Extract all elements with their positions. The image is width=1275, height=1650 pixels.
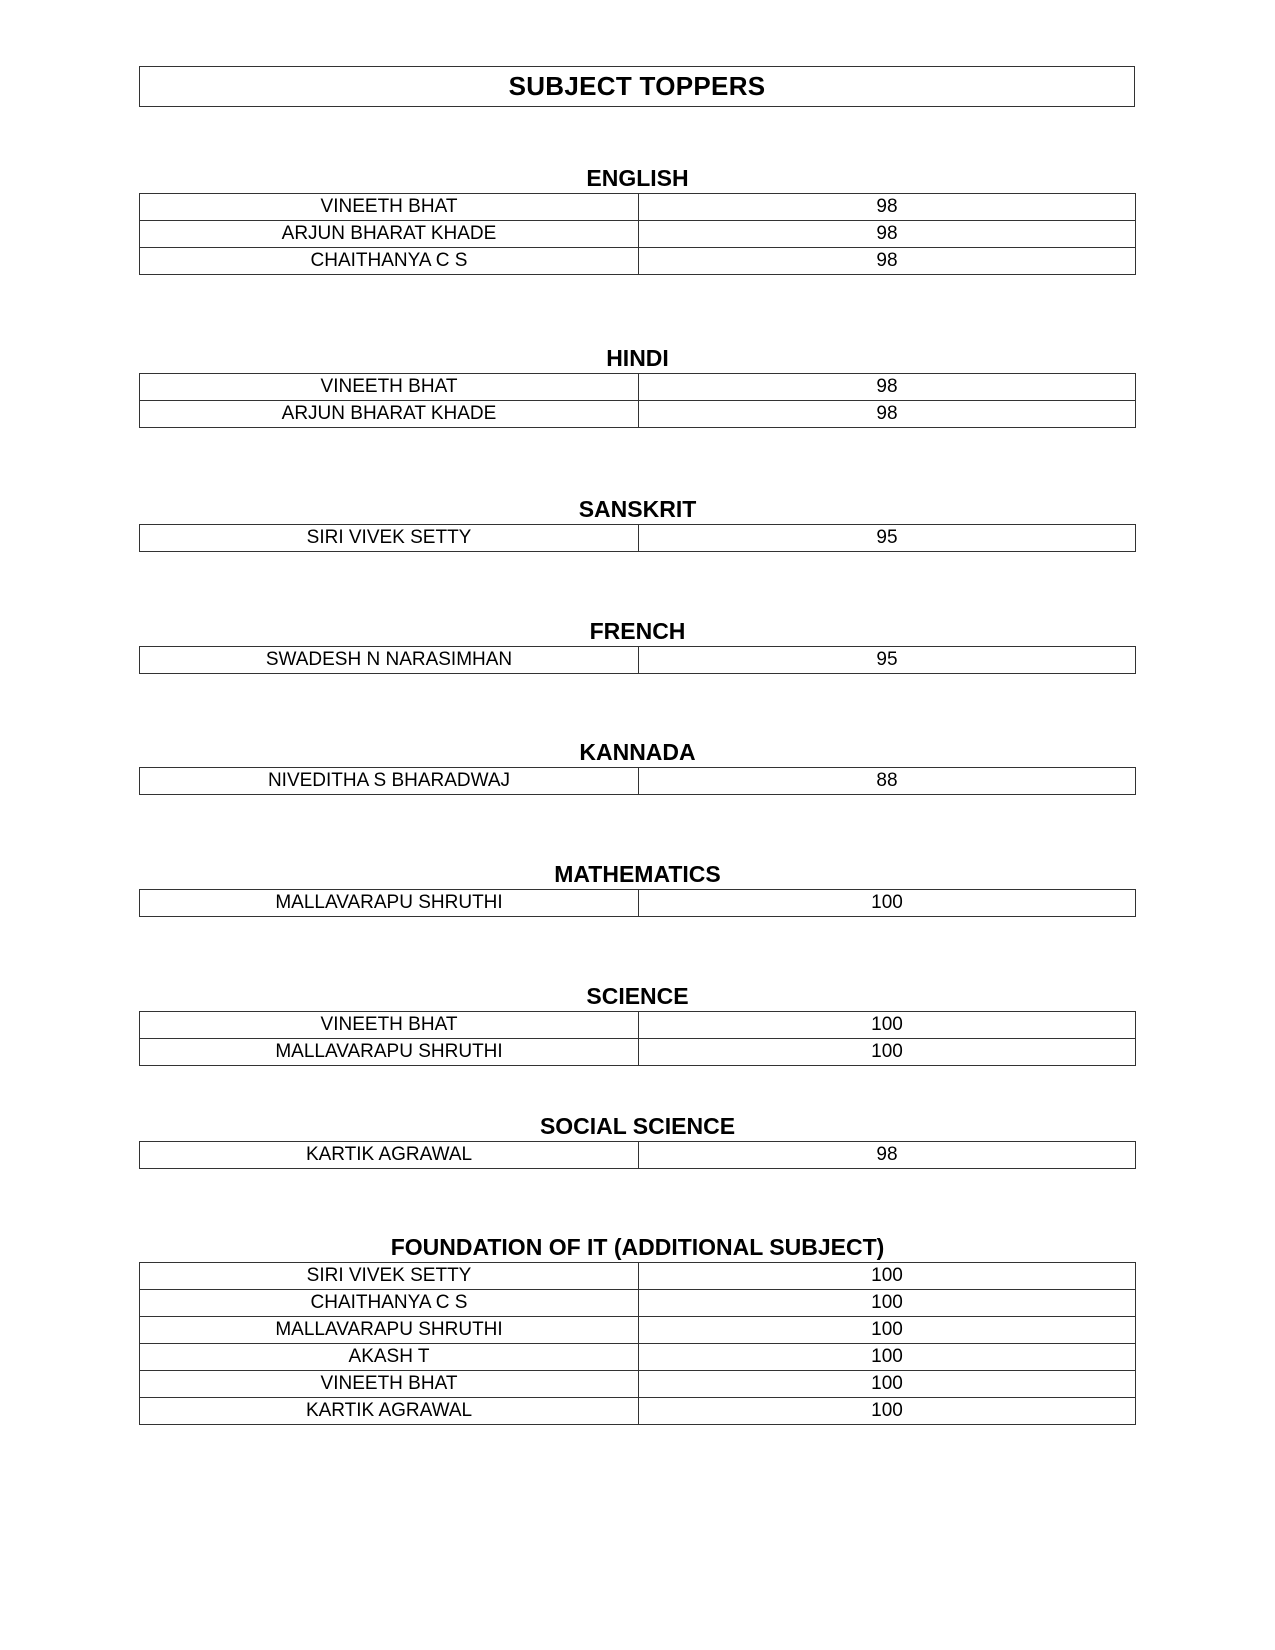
table-row xyxy=(140,374,1136,401)
page-title: SUBJECT TOPPERS xyxy=(139,66,1135,107)
section-title: SOCIAL SCIENCE xyxy=(539,1113,736,1139)
section-title: KANNADA xyxy=(579,739,696,765)
section-hindi xyxy=(139,343,1136,428)
student-name: KARTIK AGRAWAL xyxy=(140,1142,639,1169)
table-row xyxy=(140,525,1136,552)
student-name: SWADESH N NARASIMHAN xyxy=(140,647,639,674)
section-kannada xyxy=(139,737,1136,795)
section-sanskrit xyxy=(139,494,1136,552)
student-name: SIRI VIVEK SETTY xyxy=(140,1263,639,1290)
student-name: MALLAVARAPU SHRUTHI xyxy=(140,1039,639,1066)
student-name: SIRI VIVEK SETTY xyxy=(140,525,639,552)
student-score: 100 xyxy=(639,1039,1136,1066)
student-score: 100 xyxy=(639,890,1136,917)
student-score: 100 xyxy=(639,1398,1136,1425)
section-science xyxy=(139,981,1136,1066)
toppers-table xyxy=(139,193,1136,275)
student-score: 95 xyxy=(639,525,1136,552)
table-row xyxy=(140,1371,1136,1398)
student-score: 98 xyxy=(639,194,1136,221)
section-title: HINDI xyxy=(606,345,669,371)
student-name: NIVEDITHA S BHARADWAJ xyxy=(140,768,639,795)
table-row xyxy=(140,194,1136,221)
toppers-table xyxy=(139,646,1136,674)
section-title: FRENCH xyxy=(589,618,686,644)
section-english xyxy=(139,163,1136,275)
table-row xyxy=(140,1290,1136,1317)
student-name: VINEETH BHAT xyxy=(140,1012,639,1039)
student-name: AKASH T xyxy=(140,1344,639,1371)
table-row xyxy=(140,1142,1136,1169)
student-score: 100 xyxy=(639,1344,1136,1371)
section-title: SCIENCE xyxy=(586,983,689,1009)
student-score: 98 xyxy=(639,1142,1136,1169)
student-name: ARJUN BHARAT KHADE xyxy=(140,221,639,248)
student-name: VINEETH BHAT xyxy=(140,374,639,401)
table-row xyxy=(140,1012,1136,1039)
student-score: 95 xyxy=(639,647,1136,674)
student-score: 100 xyxy=(639,1012,1136,1039)
section-mathematics xyxy=(139,859,1136,917)
table-row xyxy=(140,401,1136,428)
student-name: MALLAVARAPU SHRUTHI xyxy=(140,1317,639,1344)
table-row xyxy=(140,248,1136,275)
student-name: KARTIK AGRAWAL xyxy=(140,1398,639,1425)
student-name: ARJUN BHARAT KHADE xyxy=(140,401,639,428)
toppers-table xyxy=(139,524,1136,552)
toppers-table xyxy=(139,1141,1136,1169)
student-score: 100 xyxy=(639,1317,1136,1344)
section-title: ENGLISH xyxy=(586,165,689,191)
student-name: VINEETH BHAT xyxy=(140,1371,639,1398)
student-score: 100 xyxy=(639,1371,1136,1398)
student-name: CHAITHANYA C S xyxy=(140,248,639,275)
section-foundation-of-it xyxy=(139,1232,1136,1425)
table-row xyxy=(140,1263,1136,1290)
student-score: 88 xyxy=(639,768,1136,795)
student-score: 98 xyxy=(639,221,1136,248)
toppers-table xyxy=(139,1262,1136,1425)
section-french xyxy=(139,616,1136,674)
student-name: VINEETH BHAT xyxy=(140,194,639,221)
toppers-table xyxy=(139,373,1136,428)
section-social-science xyxy=(139,1111,1136,1169)
table-row xyxy=(140,1398,1136,1425)
table-row xyxy=(140,890,1136,917)
student-score: 98 xyxy=(639,374,1136,401)
table-row xyxy=(140,221,1136,248)
section-title: FOUNDATION OF IT (ADDITIONAL SUBJECT) xyxy=(390,1234,885,1260)
section-title: SANSKRIT xyxy=(578,496,697,522)
table-row xyxy=(140,647,1136,674)
student-name: CHAITHANYA C S xyxy=(140,1290,639,1317)
toppers-table xyxy=(139,1011,1136,1066)
student-score: 98 xyxy=(639,248,1136,275)
toppers-table xyxy=(139,767,1136,795)
table-row xyxy=(140,1039,1136,1066)
toppers-table xyxy=(139,889,1136,917)
table-row xyxy=(140,1317,1136,1344)
student-name: MALLAVARAPU SHRUTHI xyxy=(140,890,639,917)
student-score: 100 xyxy=(639,1263,1136,1290)
section-title: MATHEMATICS xyxy=(554,861,721,887)
student-score: 98 xyxy=(639,401,1136,428)
table-row xyxy=(140,1344,1136,1371)
table-row xyxy=(140,768,1136,795)
student-score: 100 xyxy=(639,1290,1136,1317)
